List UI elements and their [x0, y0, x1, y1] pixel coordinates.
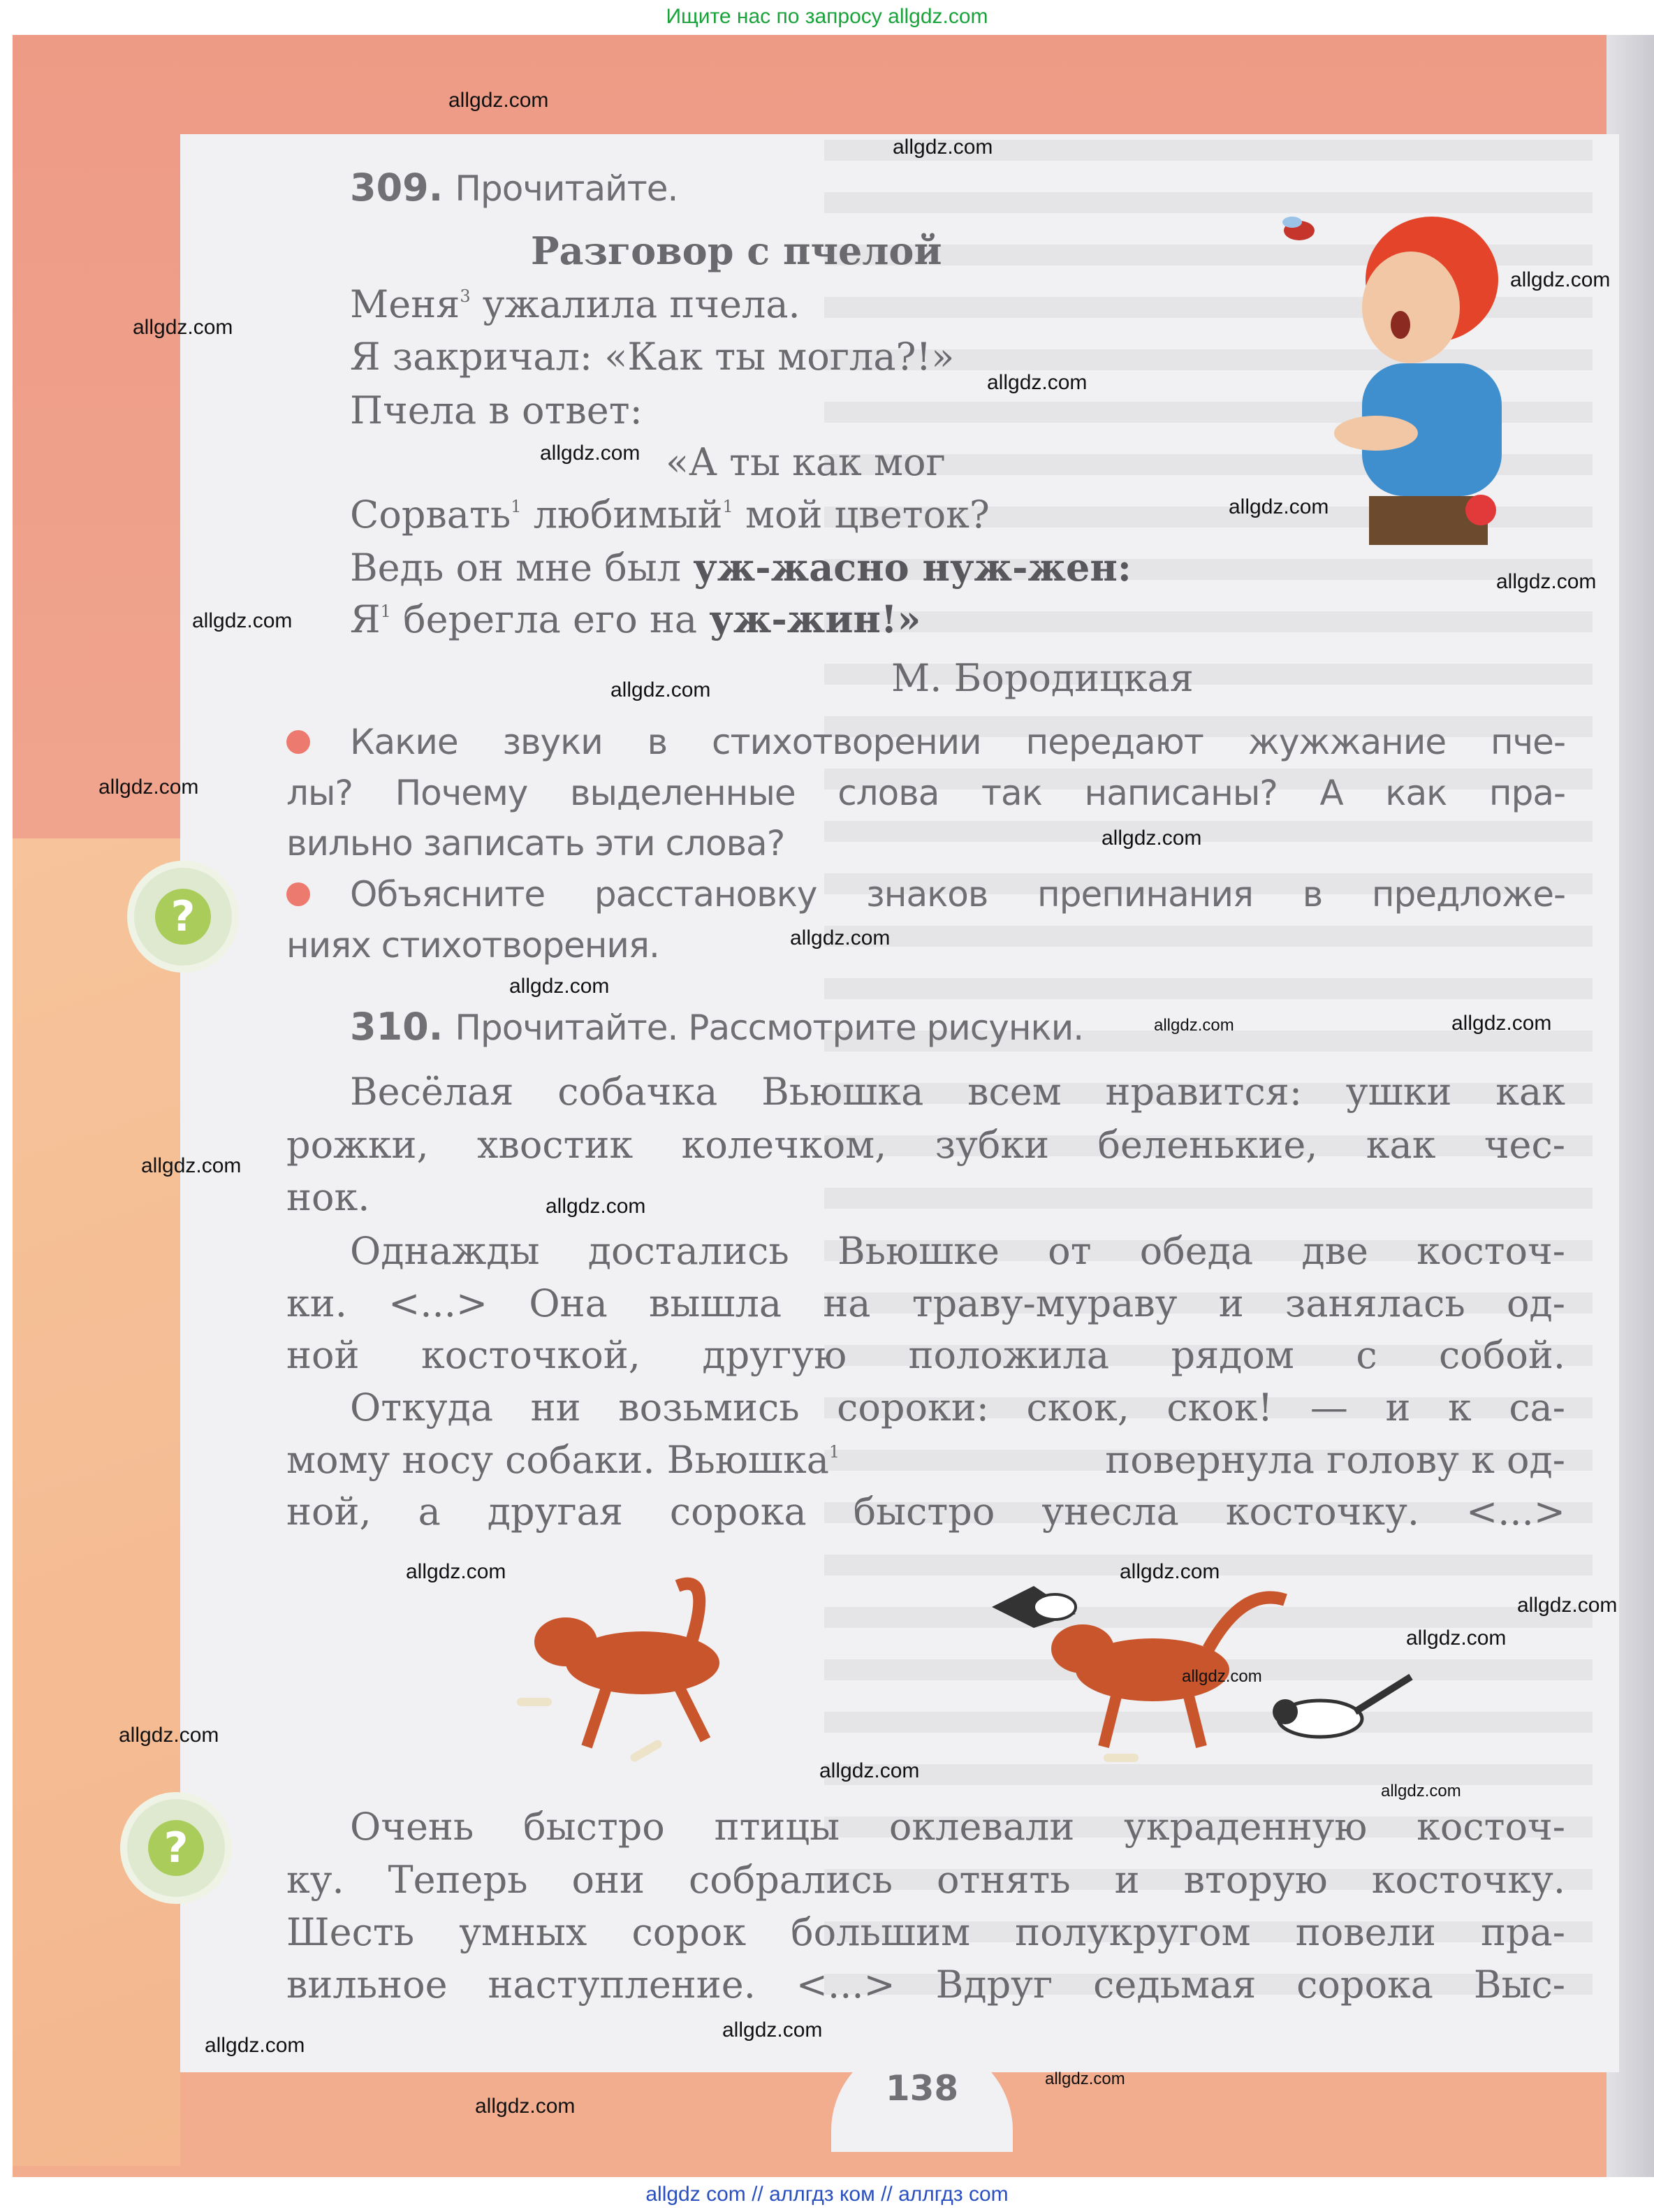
watermark: allgdz.com — [790, 926, 891, 949]
watermark: allgdz.com — [1102, 827, 1202, 850]
poem-line: Ведь он мне был уж-жасно нуж-жен: — [350, 545, 1132, 590]
text-line: ку. Теперь они собрались отнять и вторую косточку. — [286, 1858, 1565, 1902]
exercise-309-header — [350, 163, 678, 212]
highlighted-words: уж-жин!» — [709, 597, 921, 641]
watermark: allgdz.com — [546, 1195, 646, 1218]
text-line: Весёлая собачка Вьюшка всем нравится: ушки как — [350, 1070, 1565, 1114]
magpie-flying — [992, 1586, 1076, 1628]
bone-icon — [1104, 1754, 1139, 1762]
watermark: allgdz.com — [722, 2018, 823, 2042]
question-mark-icon: ? — [134, 868, 232, 966]
watermark: allgdz.com — [1517, 1594, 1618, 1617]
watermark: allgdz.com — [1496, 570, 1597, 593]
watermark: allgdz.com — [141, 1154, 242, 1177]
bullet-icon — [286, 882, 310, 906]
exercise-instruction: Прочитайте. Рассмотрите рисунки. — [455, 1007, 1084, 1048]
watermark: allgdz.com — [1182, 1667, 1262, 1686]
dog-left — [534, 1584, 719, 1747]
exercise-instruction: Прочитайте. — [455, 168, 678, 209]
watermark: allgdz.com — [1406, 1627, 1507, 1650]
text-line: вильное наступление. <...> Вдруг седьмая сорока Выс- — [286, 1963, 1565, 2007]
top-banner[interactable]: Ищите нас по запросу allgdz.com — [0, 0, 1654, 35]
poem-line: Меня$^3$ ужалила пчела. — [350, 282, 800, 326]
watermark: allgdz.com — [205, 2034, 305, 2057]
page-number: 138 — [885, 2068, 959, 2109]
poem-line: Я закричал: «Как ты могла?!» — [350, 335, 955, 379]
text-line: рожки, хвостик колечком, зубки беленькие, как чес- — [286, 1123, 1565, 1167]
watermark: allgdz.com — [540, 442, 641, 465]
poem-line: Сорвать$^1$ любимый$^1$ мой цветок? — [350, 493, 990, 537]
dog-and-magpies-illustration — [503, 1558, 1425, 1782]
watermark: allgdz.com — [509, 975, 610, 998]
bullet-icon — [286, 730, 310, 754]
question-line: лы? Почему выделенные слова так написаны? А как пра- — [286, 773, 1565, 813]
text-line: Шесть умных сорок большим полукругом повели пра- — [286, 1910, 1565, 1954]
watermark: allgdz.com — [1154, 1016, 1234, 1035]
watermark: allgdz.com — [1451, 1012, 1552, 1035]
bee-icon — [1282, 217, 1315, 240]
question-line: Объясните расстановку знаков препинания в предложе- — [350, 874, 1565, 915]
text-line: Откуда ни возьмись сороки: скок, скок! — и к са- — [350, 1385, 1565, 1429]
poem-line: Пчела в ответ: — [350, 388, 643, 432]
question-line: Какие звуки в стихотворении передают жужжание пче- — [350, 722, 1565, 762]
text-line: Очень быстро птицы оклевали украденную косточ- — [350, 1805, 1565, 1849]
watermark: allgdz.com — [819, 1759, 920, 1782]
watermark: allgdz.com — [133, 316, 233, 339]
book-margin-decoration — [13, 838, 180, 2166]
exercise-310-header — [350, 1003, 1083, 1052]
watermark: allgdz.com — [448, 89, 549, 112]
text-line: ной косточкой, другую положила рядом с собой. — [286, 1333, 1565, 1377]
watermark: allgdz.com — [119, 1724, 219, 1747]
poem-line: «А ты как мог — [666, 440, 946, 484]
watermark: allgdz.com — [192, 609, 293, 632]
text-line: мому носу собаки. Вьюшка$^1$ повернула голову к од- — [286, 1438, 1565, 1482]
watermark: allgdz.com — [1381, 1782, 1461, 1800]
text-line: ной, а другая сорока быстро унесла косточку. <...> — [286, 1490, 1565, 1534]
bone-icon — [629, 1738, 663, 1763]
text-line: нок. — [286, 1175, 370, 1219]
poem-line: $Я^1$ берегла его на уж-жин!» — [350, 597, 921, 641]
watermark: allgdz.com — [893, 136, 993, 159]
exercise-number: 310. — [350, 1005, 444, 1049]
poem-author: М. Бородицкая — [891, 656, 1194, 700]
watermark: allgdz.com — [475, 2095, 576, 2118]
watermark: allgdz.com — [98, 776, 199, 799]
watermark: allgdz.com — [406, 1560, 506, 1583]
bottom-banner[interactable]: allgdz com // аллгдз ком // аллгдз com — [0, 2177, 1654, 2212]
watermark: allgdz.com — [1229, 495, 1329, 518]
question-line: вильно записать эти слова? — [286, 823, 785, 864]
poem-title: Разговор с пчелой — [531, 228, 942, 273]
watermark: allgdz.com — [610, 678, 711, 701]
question-line: ниях стихотворения. — [286, 925, 659, 966]
bone-icon — [517, 1698, 552, 1706]
magpie-standing — [1273, 1677, 1411, 1737]
watermark: allgdz.com — [1510, 268, 1611, 291]
watermark: allgdz.com — [1045, 2069, 1125, 2088]
exercise-number: 309. — [350, 166, 444, 210]
watermark: allgdz.com — [987, 371, 1088, 394]
question-mark-icon: ? — [127, 1799, 225, 1897]
watermark: allgdz.com — [1120, 1560, 1220, 1583]
text-line: Однажды достались Вьюшке от обеда две косточ- — [350, 1229, 1565, 1273]
text-line: ки. <...> Она вышла на траву-мураву и занялась од- — [286, 1281, 1565, 1325]
highlighted-words: уж-жасно нуж-жен: — [693, 545, 1132, 590]
